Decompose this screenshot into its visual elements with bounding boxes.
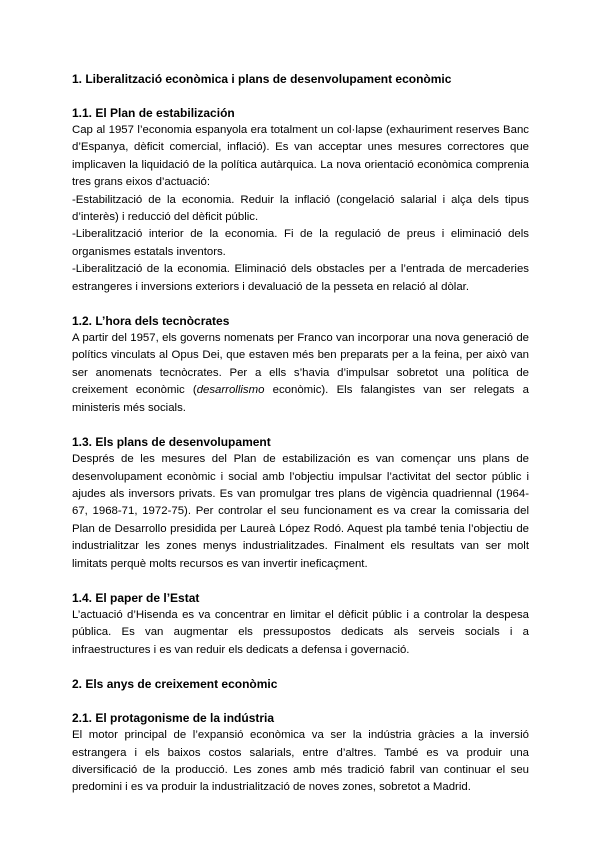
subsection-2-1-text: El motor principal de l’expansió econòmica va ser la indústria gràcies a la inversió estrangera i els baixos costos salarials, entre d’altres. També es va produir una diversificació de la producció. Les zones amb més tradició fabril van continuar el seu predomini i es va produir la industrialització de noves zones, sobretot a Madrid. bbox=[72, 729, 529, 794]
subsection-1-1-heading: 1.1. El Plan de estabilización bbox=[72, 106, 235, 120]
subsection-2-1-heading: 2.1. El protagonisme de la indústria bbox=[72, 711, 275, 726]
italic-term: desarrollismo bbox=[196, 384, 265, 397]
subsection-1-4-text: L’actuació d’Hisenda es va concentrar en limitar el dèficit públic i a controlar la despesa pública. Es van augmentar els pressupostos dedicats als serveis socials i a infraestructures i es van reduir els dedicats a defensa i governació. bbox=[72, 608, 529, 656]
bullet-estabilitzacio: -Estabilització de la economia. Reduir la inflació (congelació salarial i alça dels tipus d’interès) i reducció del dèficit públic. bbox=[72, 193, 529, 224]
section-2-heading: 2. Els anys de creixement econòmic bbox=[72, 677, 278, 692]
subsection-1-3-heading: 1.3. Els plans de desenvolupament bbox=[72, 435, 271, 450]
subsection-1-1-intro: Cap al 1957 l’economia espanyola era totalment un col·lapse (exhauriment reserves Banc d’Espanya, dèficit comercial, inflació). Es van acceptar unes mesures correctores que implicaven la liquidació de la política autàrquica. La nova orientació econòmica comprenia tres grans eixos d’actuació: bbox=[72, 124, 529, 189]
bullet-liberalitzacio-exterior: -Liberalització de la economia. Eliminació dels obstacles per a l’entrada de mercaderies estrangeres i inversions exteriors i devaluació de la pesseta en relació al dòlar. bbox=[72, 263, 529, 293]
subsection-1-2-heading: 1.2. L’hora dels tecnòcrates bbox=[72, 314, 230, 329]
bullet-liberalitzacio-interior: -Liberalització interior de la economia. Fi de la regulació de preus i eliminació dels organismes estatals inventors. bbox=[72, 228, 529, 258]
subsection-1-2-text bbox=[72, 330, 529, 417]
text-part: A partir del 1957, els governs nomenats per Franco van incorporar una nova generació de polítics vinculats al Opus Dei, que estaven més ben preparats per a la feina, per això van ser anomenats tecnòcrates. Per a ells s’havia d’impulsar sobretot una política de creixement econòmic ( bbox=[72, 332, 529, 397]
section-1-heading: 1. Liberalització econòmica i plans de desenvolupament econòmic bbox=[72, 72, 452, 86]
subsection-1-4-heading: 1.4. El paper de l’Estat bbox=[72, 590, 200, 605]
subsection-1-3-text: Després de les mesures del Plan de estabilización es van començar uns plans de desenvolupament econòmic i social amb l’objectiu impulsar l’activitat del sector públic i ajudes als inversors privats. Es van promulgar tres plans de vigència quadriennal (1964-67, 1968-71, 1972-75). Per controlar el seu funcionament es va crear la comissaria del Plan de Desarrollo presidida per Laureà López Rodó. Aquest pla també tenia l’objectiu de industrialitzar les zones menys industrialitzades. Finalment els resultats van ser molt limitats perquè molts recursos es van invertir ineficaçment. bbox=[72, 453, 529, 570]
text-part: econòmic). Els falangistes van ser relegats a ministeris més socials. bbox=[72, 384, 529, 414]
document-body bbox=[72, 71, 529, 797]
